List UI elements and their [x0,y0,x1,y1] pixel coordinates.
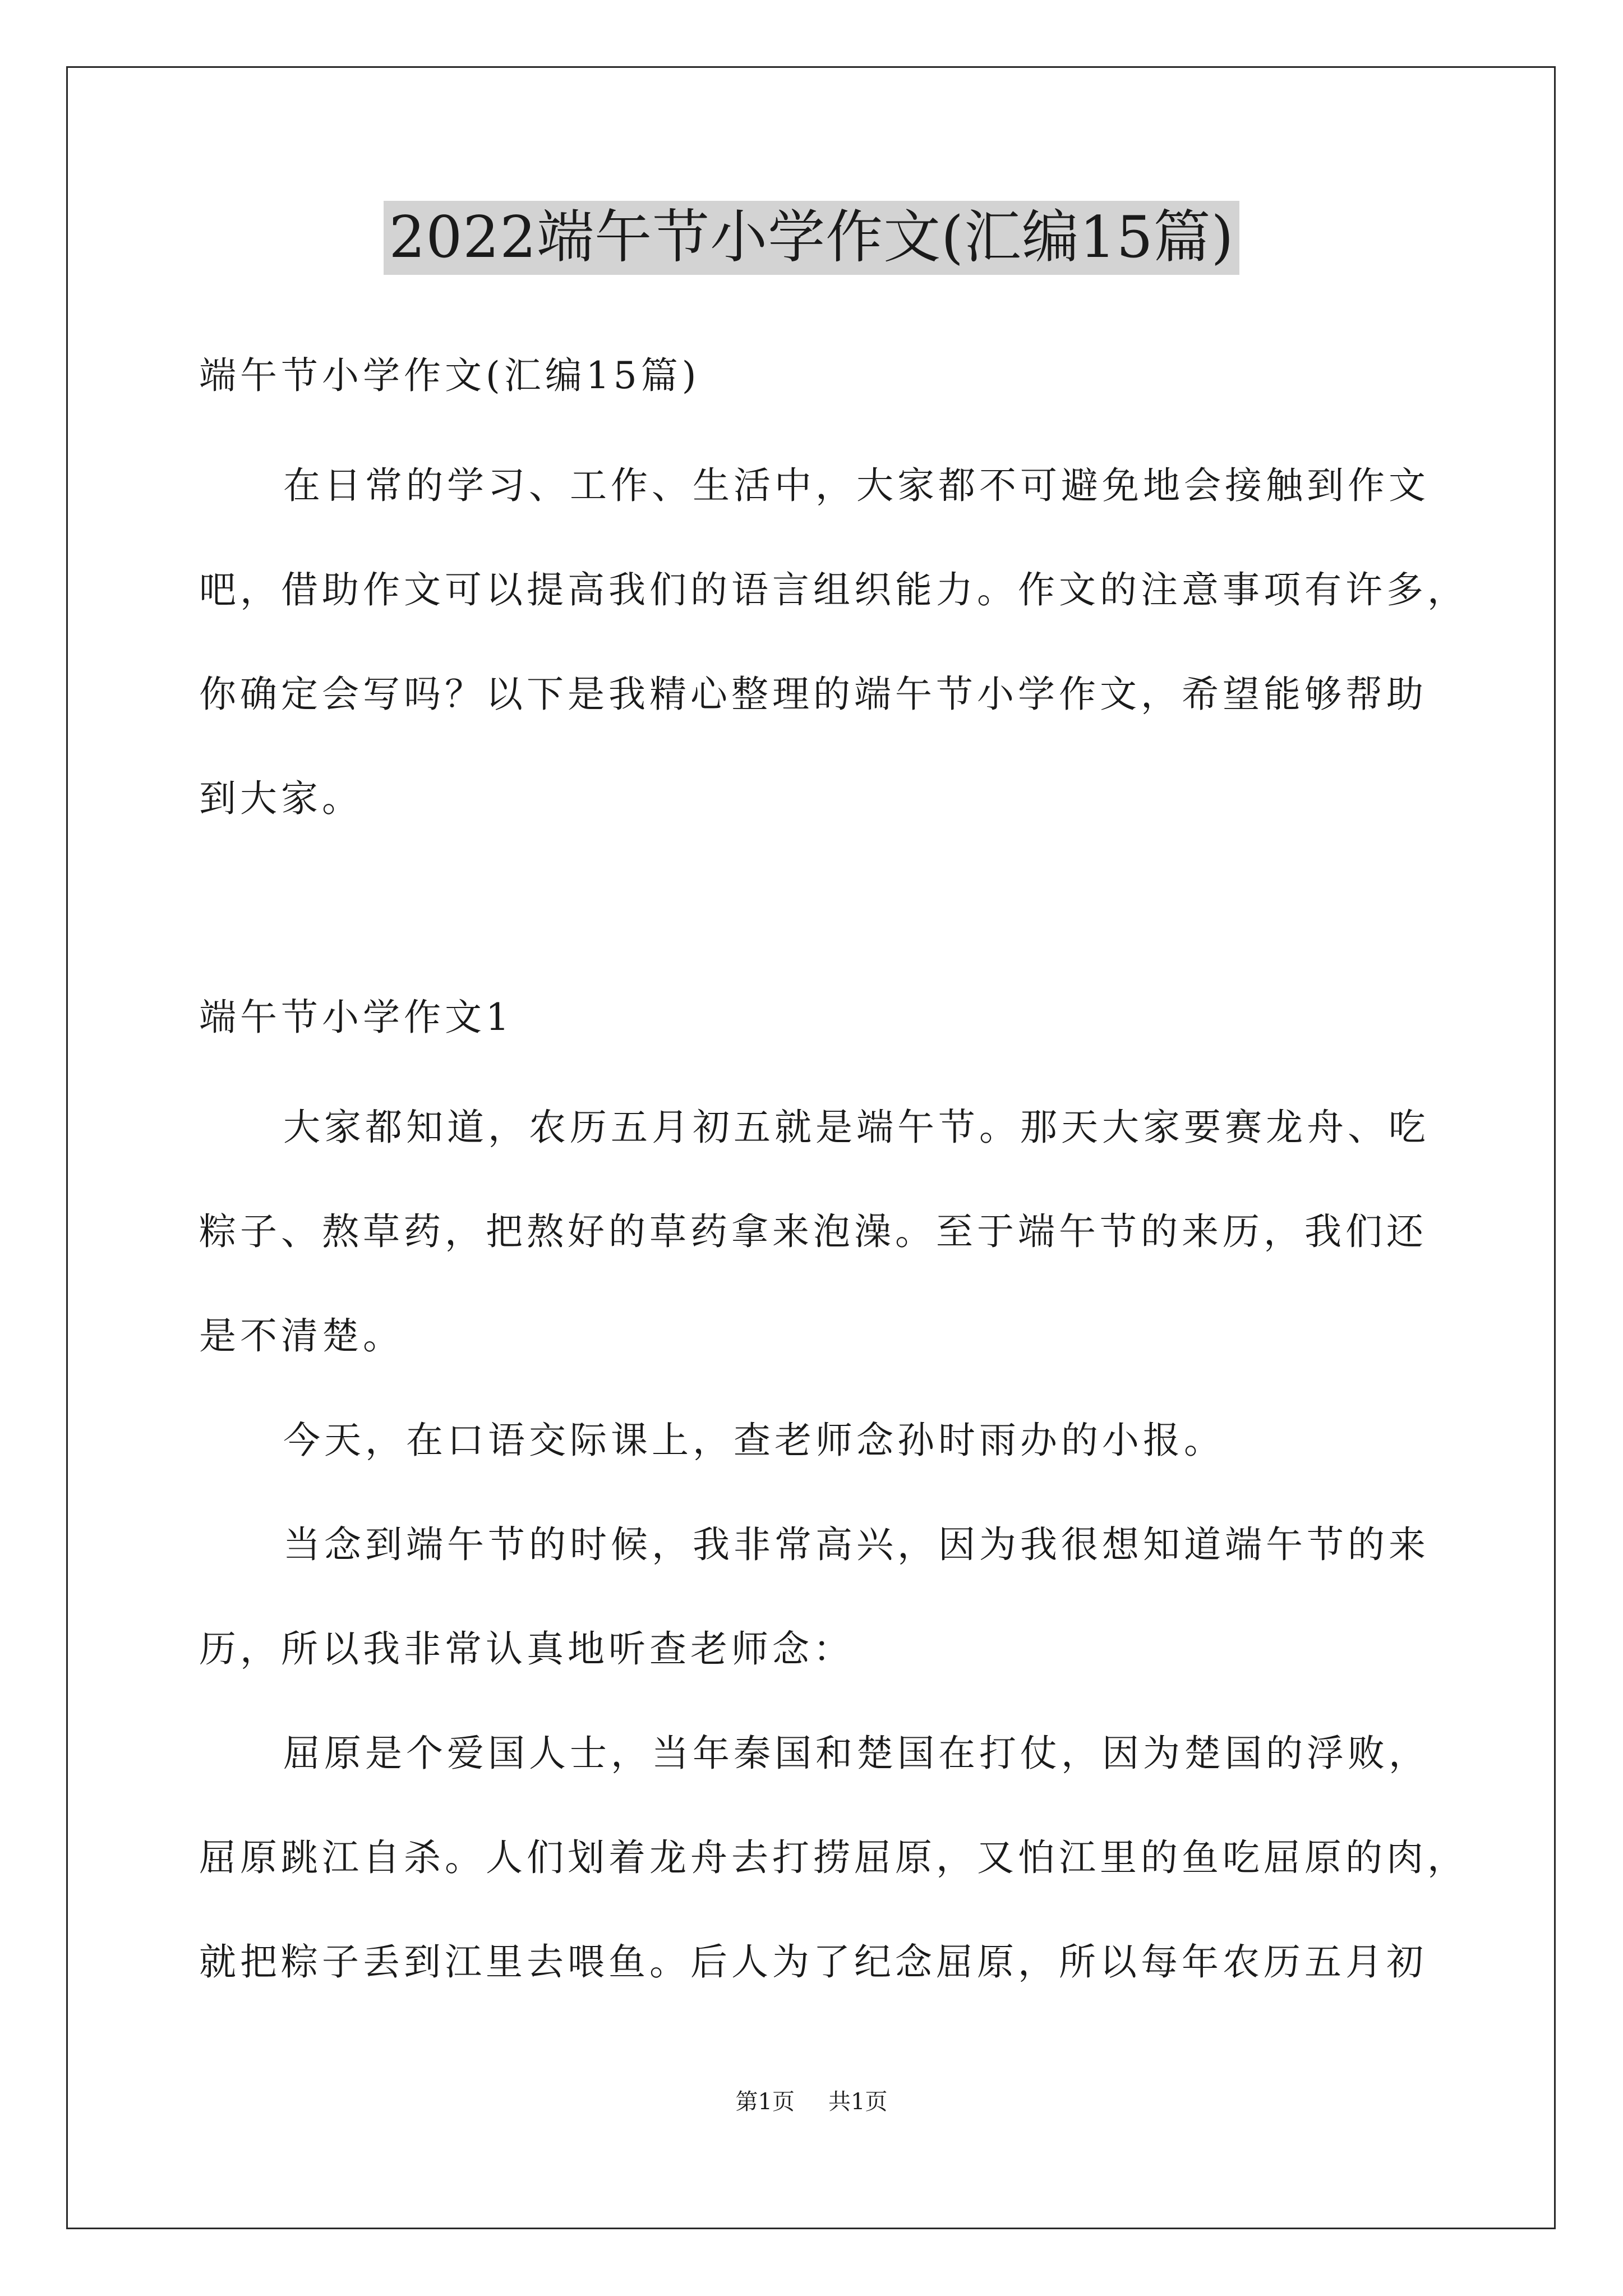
page-footer [0,2088,1623,2116]
paragraph1-line-2: 粽子、熬草药，把熬好的草药拿来泡澡。至于端午节的来历，我们还 [199,1210,1427,1253]
paragraph1-line-3: 是不清楚。 [199,1314,404,1358]
paragraph1-line-1: 大家都知道，农历五月初五就是端午节。那天大家要赛龙舟、吃 [283,1106,1430,1149]
title-wrap [0,201,1623,275]
intro-line-3: 你确定会写吗？以下是我精心整理的端午节小学作文，希望能够帮助 [199,673,1427,716]
intro-line-4: 到大家。 [199,777,363,820]
paragraph2-line-1: 今天，在口语交际课上，查老师念孙时雨办的小报。 [283,1419,1225,1462]
intro-line-1: 在日常的学习、工作、生活中，大家都不可避免地会接触到作文 [283,464,1430,507]
footer-total-label: 共1页 [828,2089,888,2115]
document-title: 2022端午节小学作文(汇编15篇) [384,201,1240,275]
paragraph4-line-1: 屈原是个爱国人士，当年秦国和楚国在打仗，因为楚国的浮败， [283,1732,1430,1775]
section-heading: 端午节小学作文1 [199,996,513,1039]
paragraph4-line-2: 屈原跳江自杀。人们划着龙舟去打捞屈原，又怕江里的鱼吃屈原的肉， [199,1836,1468,1879]
intro-line-2: 吧，借助作文可以提高我们的语言组织能力。作文的注意事项有许多， [199,568,1468,611]
paragraph4-line-3: 就把粽子丢到江里去喂鱼。后人为了纪念屈原，所以每年农历五月初 [199,1940,1427,1984]
footer-page-label: 第1页 [735,2089,795,2115]
document-subtitle: 端午节小学作文(汇编15篇) [199,354,700,397]
paragraph3-line-2: 历，所以我非常认真地听查老师念： [199,1627,854,1671]
paragraph3-line-1: 当念到端午节的时候，我非常高兴，因为我很想知道端午节的来 [283,1523,1430,1566]
